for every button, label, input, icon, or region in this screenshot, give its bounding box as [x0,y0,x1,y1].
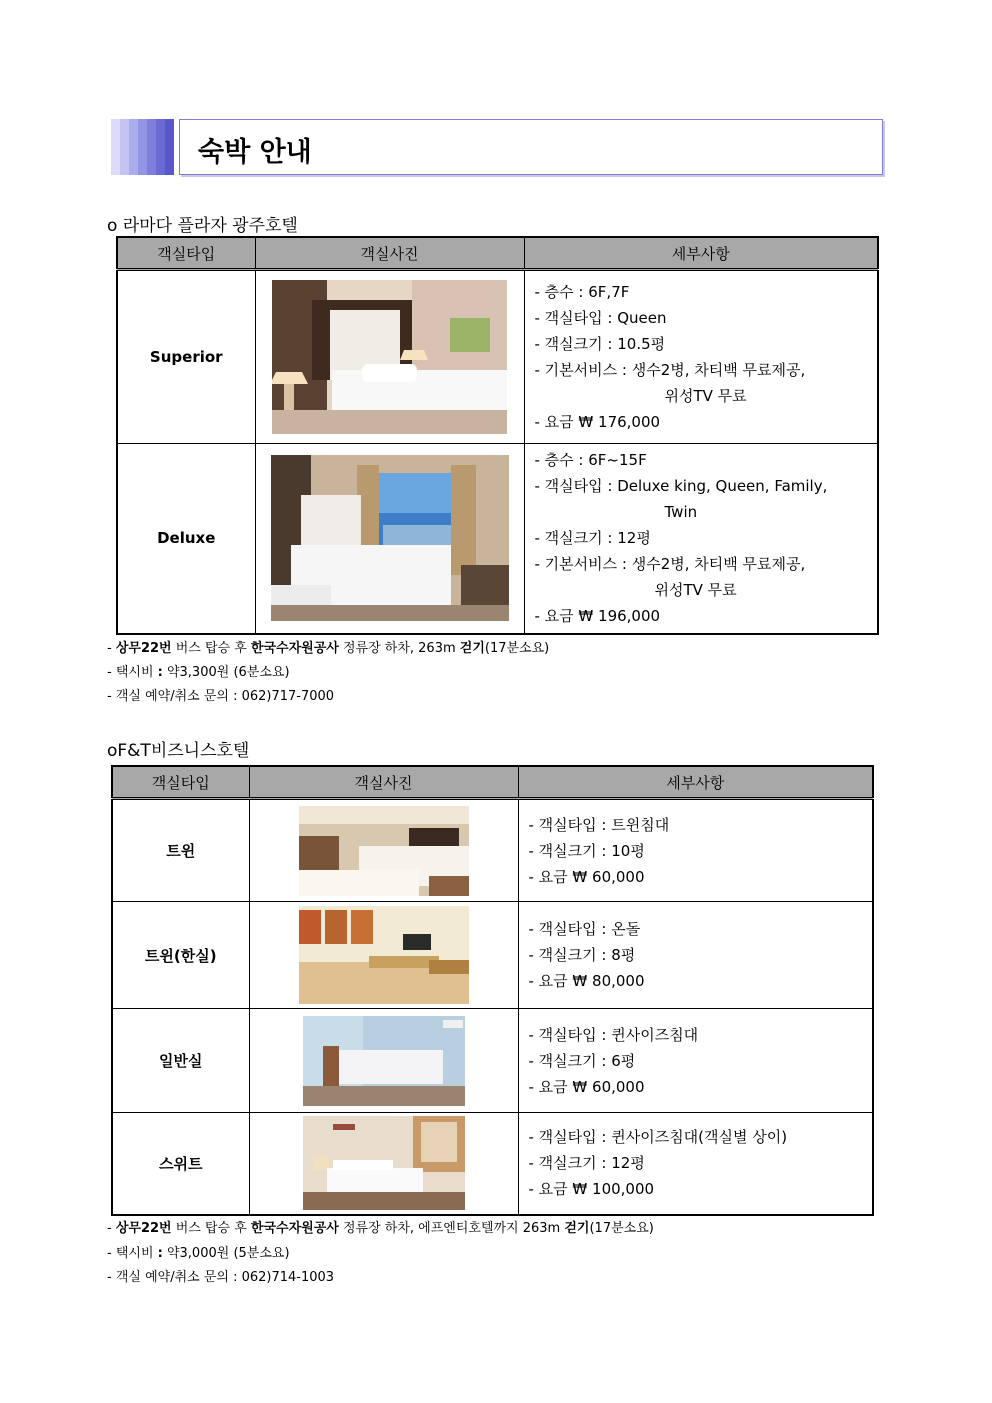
detail-line: - 요금 ₩ 60,000 [528,867,645,886]
room-photo-cell [249,1113,518,1215]
hotel2-room-table [111,765,874,1216]
note-bold: 한국수자원공사 [250,641,339,656]
room-details [518,1009,873,1113]
detail-line: - 객실타입 : Deluxe king, Queen, Family, [534,477,828,496]
detail-line: - 요금 ₩ 176,000 [534,413,661,431]
title-box [179,119,883,175]
table-header-row [112,766,873,799]
room-type: Superior [117,270,255,444]
note-bold: 걷기 [564,1221,590,1236]
room-type: 트윈 [112,799,249,902]
detail-line: - 객실크기 : 10.5평 [534,335,666,353]
note-bold: 상무22번 [115,641,172,656]
note-bold: 상무22번 [115,1221,172,1236]
detail-line: - 객실타입 : 퀸사이즈침대 [528,1025,699,1044]
room-details [524,444,878,634]
twin-ondol-room-photo [299,906,469,1004]
note-text: 약3,300원 (6분소요) [162,665,290,680]
detail-line: Twin [664,503,698,522]
room-photo-cell [249,799,518,902]
title-banner [111,119,883,175]
hotel2-heading: oF&T비즈니스호텔 [107,741,250,761]
detail-line: - 층수 : 6F,7F [534,283,630,301]
room-photo-cell [249,902,518,1009]
detail-line: - 요금 ₩ 196,000 [534,607,661,626]
header-room-photo: 객실사진 [249,766,518,799]
room-type: 트윈(한실) [112,902,249,1009]
deluxe-room-photo [271,455,509,621]
suite-room-photo [303,1116,465,1210]
note-text: 버스 탑승 후 [171,1221,251,1236]
note-text: 정류장 하차, 263m [338,641,460,656]
room-details [518,902,873,1009]
detail-line: - 객실타입 : 퀸사이즈침대(객실별 상이) [528,1128,788,1147]
room-details [518,799,873,902]
hotel2-contact-note: - 객실 예약/취소 문의 : 062)714-1003 [107,1270,335,1285]
detail-line: - 요금 ₩ 60,000 [528,1077,645,1096]
room-photo-cell [255,444,524,634]
note-text: 버스 탑승 후 [171,641,251,656]
table-row [112,799,873,902]
header-room-details: 세부사항 [524,237,878,270]
note-text: - 택시비 [107,665,158,680]
note-bold: : [157,1246,163,1261]
header-room-details: 세부사항 [518,766,873,799]
detail-line: 위성TV 무료 [654,581,737,600]
detail-line: - 객실크기 : 8평 [528,946,636,964]
note-bold: 걷기 [459,641,485,656]
title-stripes [111,119,174,175]
hotel2-bus-note [107,1217,654,1236]
detail-line: - 객실크기 : 12평 [528,1154,645,1173]
page-title: 숙박 안내 [198,137,312,168]
note-bold: 한국수자원공사 [250,1221,339,1236]
note-text: 약3,000원 (5분소요) [162,1246,290,1261]
header-room-photo: 객실사진 [255,237,524,270]
table-row [112,902,873,1009]
detail-line: 위성TV 무료 [664,387,747,405]
detail-line: - 객실타입 : 트윈침대 [528,815,670,834]
hotel1-taxi-note [107,661,290,680]
standard-room-photo [303,1016,465,1106]
hotel2-taxi-note [107,1242,290,1261]
note-text: - 택시비 [107,1246,158,1261]
detail-line: - 요금 ₩ 80,000 [528,972,645,990]
room-details [518,1113,873,1215]
table-row [117,270,878,444]
table-row [112,1009,873,1113]
detail-line: - 요금 ₩ 100,000 [528,1180,655,1199]
superior-room-photo [272,280,507,434]
note-text: (17분소요) [589,1221,654,1236]
detail-line: - 객실타입 : Queen [534,309,667,327]
hotel1-room-table [116,236,879,635]
detail-line: - 객실타입 : 온돌 [528,920,641,938]
table-row [117,444,878,634]
hotel1-bus-note [107,637,549,656]
note-text: 정류장 하차, 에프엔티호텔까지 263m [338,1221,565,1236]
header-room-type: 객실타입 [117,237,255,270]
table-header-row [117,237,878,270]
room-photo-cell [255,270,524,444]
note-text: (17분소요) [484,641,550,656]
room-photo-cell [249,1009,518,1113]
detail-line: - 객실크기 : 12평 [534,529,651,548]
room-type: 일반실 [112,1009,249,1113]
table-row [112,1113,873,1215]
room-type: Deluxe [117,444,255,634]
header-room-type: 객실타입 [112,766,249,799]
detail-line: - 기본서비스 : 생수2병, 차티백 무료제공, [534,361,806,379]
detail-line: - 층수 : 6F~15F [534,451,647,470]
room-type: 스위트 [112,1113,249,1215]
detail-line: - 객실크기 : 10평 [528,841,645,860]
note-text: - [107,641,116,656]
note-text: - [107,1221,116,1236]
hotel1-contact-note: - 객실 예약/취소 문의 : 062)717-7000 [107,689,335,704]
detail-line: - 객실크기 : 6평 [528,1051,636,1070]
note-bold: : [157,665,163,680]
twin-room-photo [299,806,469,896]
detail-line: - 기본서비스 : 생수2병, 차티백 무료제공, [534,555,806,574]
hotel1-heading: o 라마다 플라자 광주호텔 [107,216,298,236]
room-details [524,270,878,444]
